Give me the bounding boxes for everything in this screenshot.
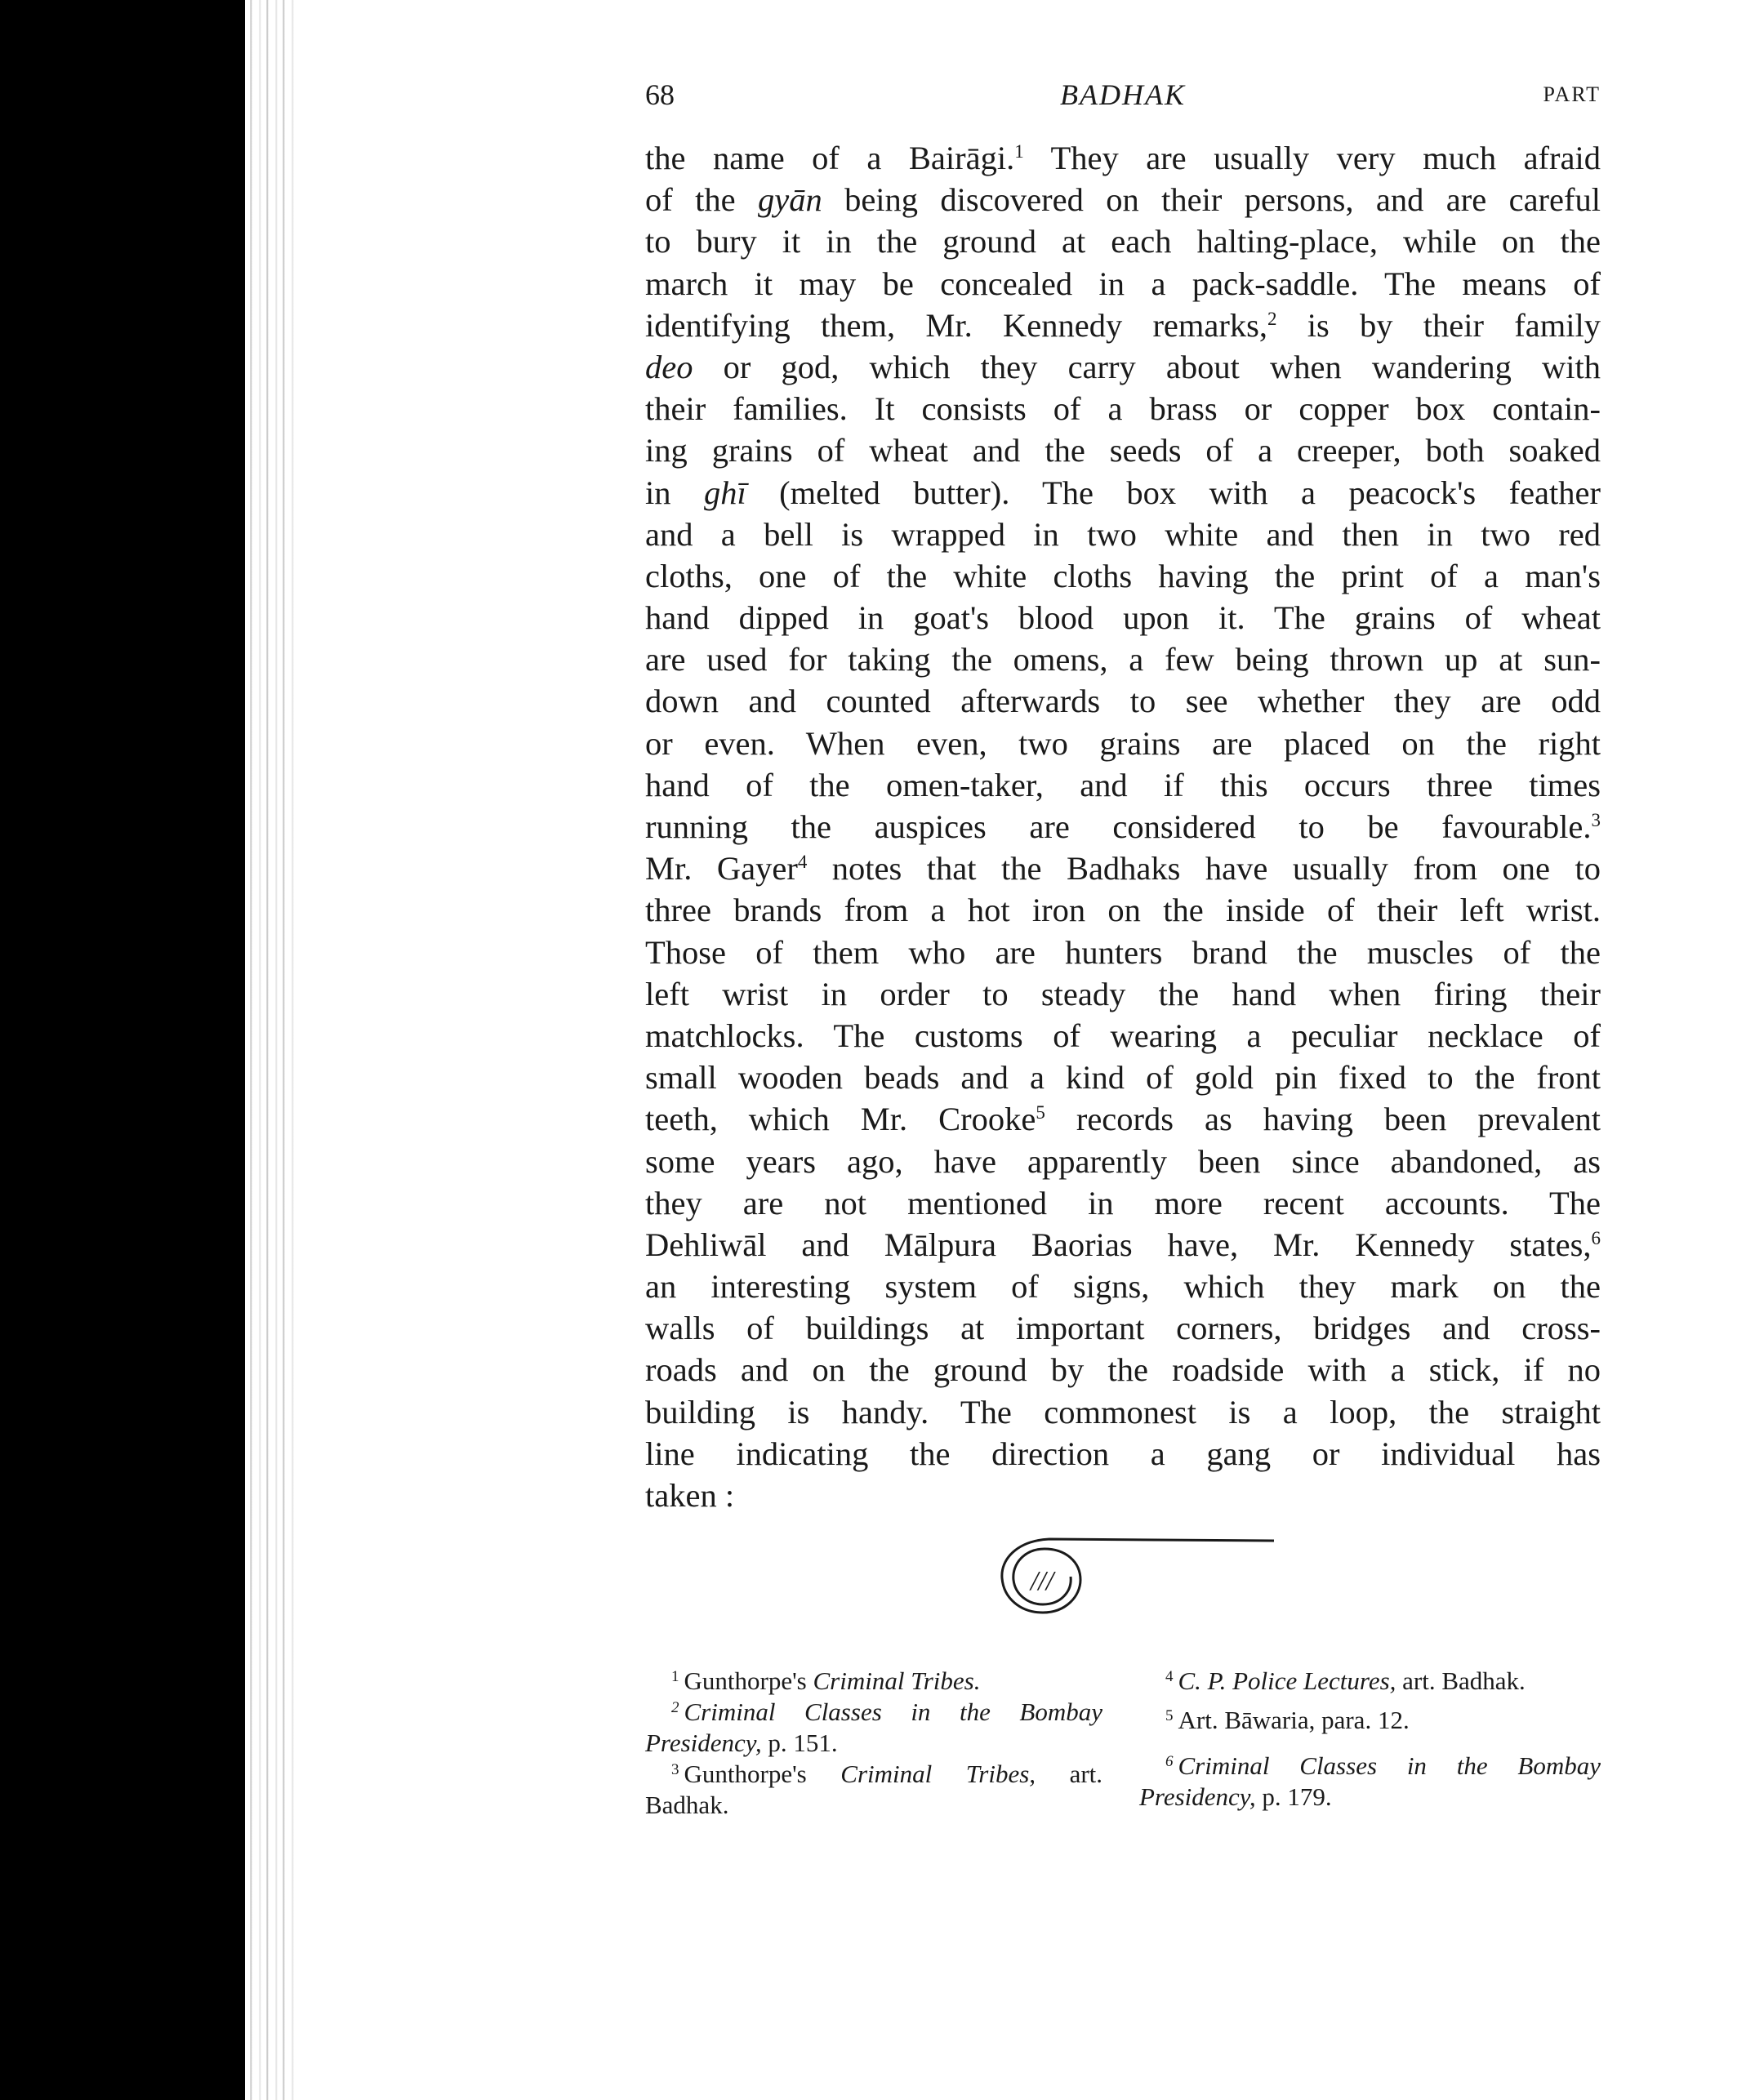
text-line: teeth, which Mr. Crooke$^5$ records as having been prevalent (645, 1101, 1601, 1138)
text-line: their families. It consists of a brass or copper box contain- (645, 390, 1601, 428)
page-header (645, 78, 1601, 127)
loop-marks: /// (1030, 1566, 1054, 1596)
text-line: matchlocks. The customs of wearing a peculiar necklace of (645, 1017, 1601, 1054)
footnote-ref: 5 (1036, 1102, 1045, 1123)
text-line: hand dipped in goat's blood upon it. The grains of wheat (645, 599, 1601, 637)
text-line: they are not mentioned in more recent accounts. The (645, 1184, 1601, 1221)
text-line: in ghī (melted butter). The box with a peacock's feather (645, 474, 1601, 511)
text-line: deo or god, which they carry about when wandering with (645, 348, 1601, 385)
footnote-ref: 4 (797, 852, 808, 873)
text-line: building is handy. The commonest is a loop, the straight (645, 1393, 1601, 1430)
text-line: of the gyān being discovered on their persons, and are careful (645, 181, 1601, 219)
loop-sign-illustration (992, 1531, 1274, 1617)
text-line: are used for taking the omens, a few being thrown up at sun- (645, 641, 1601, 678)
footnote-ref: 3 (1591, 810, 1601, 830)
text-line: to bury it in the ground at each halting-place, while on the (645, 223, 1601, 260)
book-binding-shadow (0, 0, 245, 2100)
footnotes-left-column (645, 1666, 1102, 1821)
text-line: hand of the omen-taker, and if this occurs three times (645, 766, 1601, 803)
page-number: 68 (645, 78, 675, 111)
footnote-5: $^5$ Art. Bāwaria, para. 12. (1165, 1706, 1410, 1734)
running-title: BADHAK (1060, 78, 1186, 111)
text-line: or even. When even, two grains are placed on the right (645, 724, 1601, 762)
text-line: Mr. Gayer$^4$ notes that the Badhaks have usually from one to (645, 850, 1601, 888)
text-line: an interesting system of signs, which they mark on the (645, 1268, 1601, 1306)
part-label: PART (1543, 82, 1601, 106)
text-line: some years ago, have apparently been since abandoned, as (645, 1142, 1601, 1180)
text-line: down and counted afterwards to see whether they are odd (645, 683, 1601, 720)
footnote-4: $^4$ C. P. Police Lectures, art. Badhak. (1165, 1666, 1526, 1695)
footnote-ref: 1 (1014, 141, 1024, 162)
footnote-2: $^2$ Criminal Classes in the Bombay Presidency, p. 151. (645, 1697, 1102, 1757)
text-line: identifying them, Mr. Kennedy remarks,$^2$ is by their family (645, 306, 1601, 344)
text-line: Those of them who are hunters brand the muscles of the (645, 933, 1601, 971)
text-line: taken : (645, 1477, 735, 1514)
text-line: ing grains of wheat and the seeds of a creeper, both soaked (645, 432, 1601, 469)
footnote-ref: 2 (1267, 308, 1277, 329)
text-line: walls of buildings at important corners, bridges and cross- (645, 1310, 1601, 1347)
text-line: line indicating the direction a gang or individual has (645, 1435, 1601, 1472)
text-line: left wrist in order to steady the hand when firing their (645, 975, 1601, 1012)
text-line: march it may be concealed in a pack-saddle. The means of (645, 265, 1601, 302)
footnote-1: $^1$ Gunthorpe's Criminal Tribes. (671, 1666, 981, 1695)
text-line: the name of a Bairāgi.$^1$ They are usually very much afraid (645, 140, 1601, 176)
footnote-6: $^6$ Criminal Classes in the Bombay Presidency, p. 179. (1139, 1751, 1601, 1811)
text-line: small wooden beads and a kind of gold pin fixed to the front (645, 1059, 1601, 1097)
text-line: three brands from a hot iron on the inside of their left wrist. (645, 892, 1601, 929)
footnote-3: $^3$ Gunthorpe's Criminal Tribes, art. Badhak. (645, 1760, 1103, 1819)
text-line: roads and on the ground by the roadside with a stick, if no (645, 1351, 1601, 1389)
text-line: running the auspices are considered to be favourable.$^3$ (645, 808, 1601, 845)
text-line: and a bell is wrapped in two white and then in two red (645, 515, 1601, 553)
body-text (645, 137, 1601, 1516)
footnote-ref: 6 (1591, 1227, 1601, 1248)
text-line: Dehliwāl and Mālpura Baorias have, Mr. Kennedy states,$^6$ (645, 1226, 1601, 1263)
text-line: cloths, one of the white cloths having the print of a man's (645, 557, 1601, 594)
footnotes-right-column (1139, 1666, 1601, 1813)
page-gutter-edge (245, 0, 294, 2100)
